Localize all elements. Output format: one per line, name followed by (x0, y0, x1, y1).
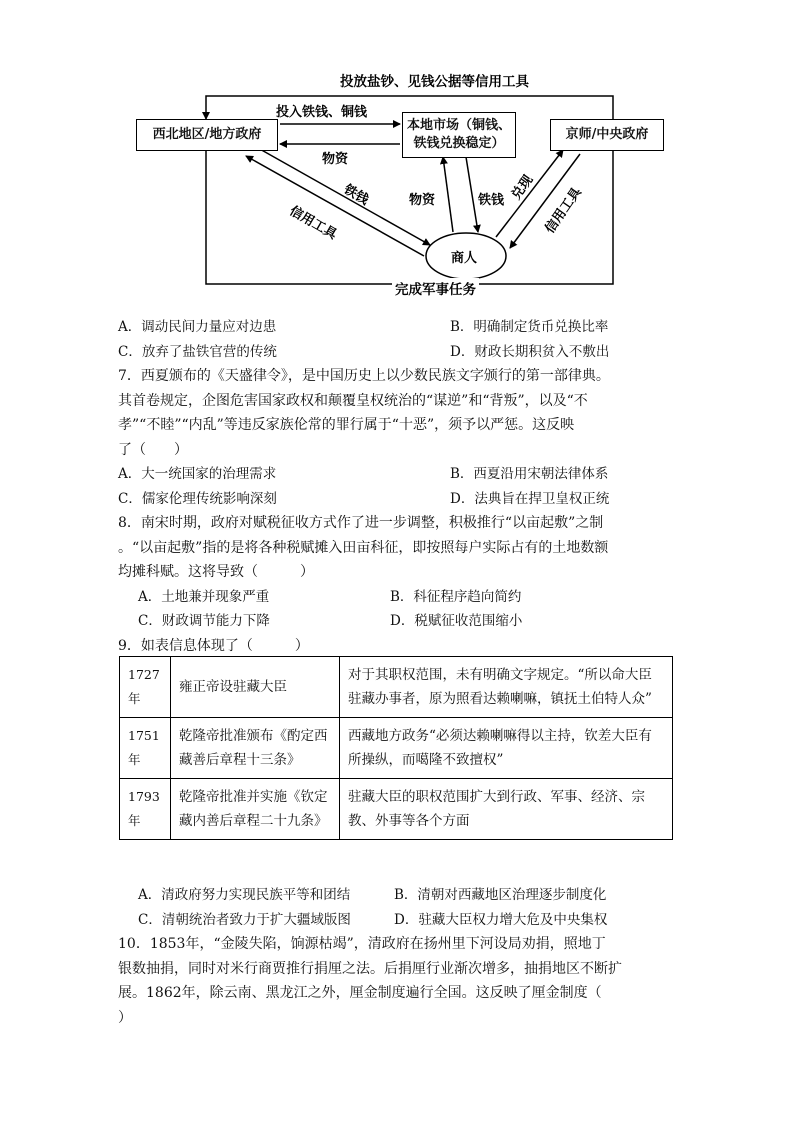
q9-option-d: D．驻藏大臣权力增大危及中央集权 (394, 911, 608, 928)
q9-option-c: C．清朝统治者致力于扩大疆域版图 (138, 911, 351, 928)
table-cell-detail: 对于其职权范围，未有明确文字规定。“所以命大臣驻藏办事者，原为照看达赖喇嘛，镇抚土伯特人众” (340, 657, 673, 718)
q8-stem-line-2: 。“以亩起敷”指的是将各种税赋摊入田亩科征，即按照每户实际占有的土地数额 (118, 539, 609, 556)
q9-info-table (119, 656, 673, 840)
questions-block-upper (118, 315, 678, 658)
q7-stem-line-2: 其首卷规定，企图危害国家政权和颠覆皇权统治的“谋逆”和“背叛”，以及“不 (118, 392, 588, 409)
q8-options-row-1 (118, 585, 678, 610)
q8-option-c: C．财政调节能力下降 (138, 613, 270, 629)
q7-stem-line-4: 了（ ） (118, 441, 188, 458)
q6-options-row-1 (118, 315, 678, 340)
q9-stem: 9．如表信息体现了（ ） (118, 637, 309, 654)
table-cell-detail: 驻藏大臣的职权范围扩大到行政、军事、经济、宗教、外事等各个方面 (340, 779, 673, 840)
top-label: 投放盐钞、见钱公据等信用工具 (340, 74, 529, 90)
q6-option-a: A．调动民间力量应对边患 (118, 319, 277, 335)
arrow-label-cash-out: 兑现 (509, 172, 537, 203)
q10-stem-line-2: 银数抽捐，同时对米行商贾推行捐厘之法。后捐厘行业渐次增多，抽捐地区不断扩 (118, 960, 622, 977)
arrow-label-input-coins: 投入铁钱、铜钱 (276, 105, 368, 120)
table-cell-detail: 西藏地方政务“必须达赖喇嘛得以主持，钦差大臣有所操纵，而噶隆不致擅权” (340, 718, 673, 779)
q7-option-a: A．大一统国家的治理需求 (118, 466, 277, 482)
q6-options-row-2 (118, 340, 678, 365)
q9-options-row-1 (118, 883, 678, 908)
table-cell-year: 1727年 (120, 657, 171, 718)
table-row (120, 779, 673, 840)
arrow-label-iron-coins-1: 铁钱 (340, 182, 372, 209)
q6-option-d: D．财政长期积贫入不敷出 (450, 343, 610, 360)
q9-option-b: B．清朝对西藏地区治理逐步制度化 (394, 887, 607, 903)
merchant-label: 商人 (451, 251, 478, 266)
q8-option-b: B．科征程序趋向简约 (390, 588, 522, 605)
q6-option-b: B．明确制定货币兑换比率 (450, 319, 609, 335)
box-capital-central-government: 京师/中央政府 (550, 119, 664, 151)
q7-option-c: C．儒家伦理传统影响深刻 (118, 490, 277, 507)
table-row (120, 718, 673, 779)
q6-option-c: C．放弃了盐铁官营的传统 (118, 343, 277, 360)
box-northwest-government: 西北地区/地方政府 (136, 119, 278, 151)
table-cell-event: 乾隆帝批准颁布《酌定西藏善后章程十三条》 (171, 718, 340, 779)
q10-stem-line-3: 展。1862年，除云南、黑龙江之外，厘金制度遍行全国。这反映了厘金制度（ (118, 985, 602, 1001)
arrow-label-credit-2: 信用工具 (542, 185, 585, 237)
q7-options-row-1 (118, 462, 678, 487)
arrow-label-credit-1: 信用工具 (286, 203, 340, 243)
arrow-label-goods-1: 物资 (322, 152, 349, 167)
q10-stem-line-1: 10．1853年，“金陵失陷，饷源枯竭”，清政府在扬州里下河设局劝捐，照地丁 (118, 936, 606, 952)
flow-diagram (118, 62, 678, 312)
q8-stem-line-1: 8．南宋时期，政府对赋税征收方式作了进一步调整，积极推行“以亩起敷”之制 (118, 515, 604, 531)
q8-option-a: A．土地兼并现象严重 (138, 588, 270, 605)
questions-block-lower (118, 883, 678, 1030)
q8-option-d: D．税赋征收范围缩小 (390, 613, 523, 629)
table-cell-year: 1751年 (120, 718, 171, 779)
q9-options-row-2 (118, 908, 678, 933)
diagram-arrows (118, 62, 678, 312)
box-local-market: 本地市场（铜钱、铁钱兑换稳定） (402, 112, 516, 158)
q7-option-b: B．西夏沿用宋朝法律体系 (450, 466, 609, 482)
q7-stem-line-3: 孝”“不睦”“内乱”等违反家族伦常的罪行属于“十恶”，须予以严惩。这反映 (118, 417, 575, 433)
q10-stem-line-4: ） (118, 1009, 132, 1026)
q9-option-a: A．清政府努力实现民族平等和团结 (138, 887, 351, 903)
q7-option-d: D．法典旨在捍卫皇权正统 (450, 490, 610, 507)
table-cell-event: 雍正帝设驻藏大臣 (171, 657, 340, 718)
table-cell-event: 乾隆帝批准并实施《钦定藏内善后章程二十九条》 (171, 779, 340, 840)
bottom-label: 完成军事任务 (392, 278, 479, 298)
table-cell-year: 1793年 (120, 779, 171, 840)
q7-options-row-2 (118, 487, 678, 512)
q8-stem-line-3: 均摊科赋。这将导致（ ） (118, 564, 314, 580)
q8-options-row-2 (118, 609, 678, 634)
table-row (120, 657, 673, 718)
arrow-label-goods-2: 物资 (409, 193, 436, 208)
q7-stem-line-1: 7．西夏颁布的《天盛律令》，是中国历史上以少数民族文字颁行的第一部律典。 (118, 368, 610, 384)
arrow-label-iron-coins-2: 铁钱 (478, 193, 505, 208)
